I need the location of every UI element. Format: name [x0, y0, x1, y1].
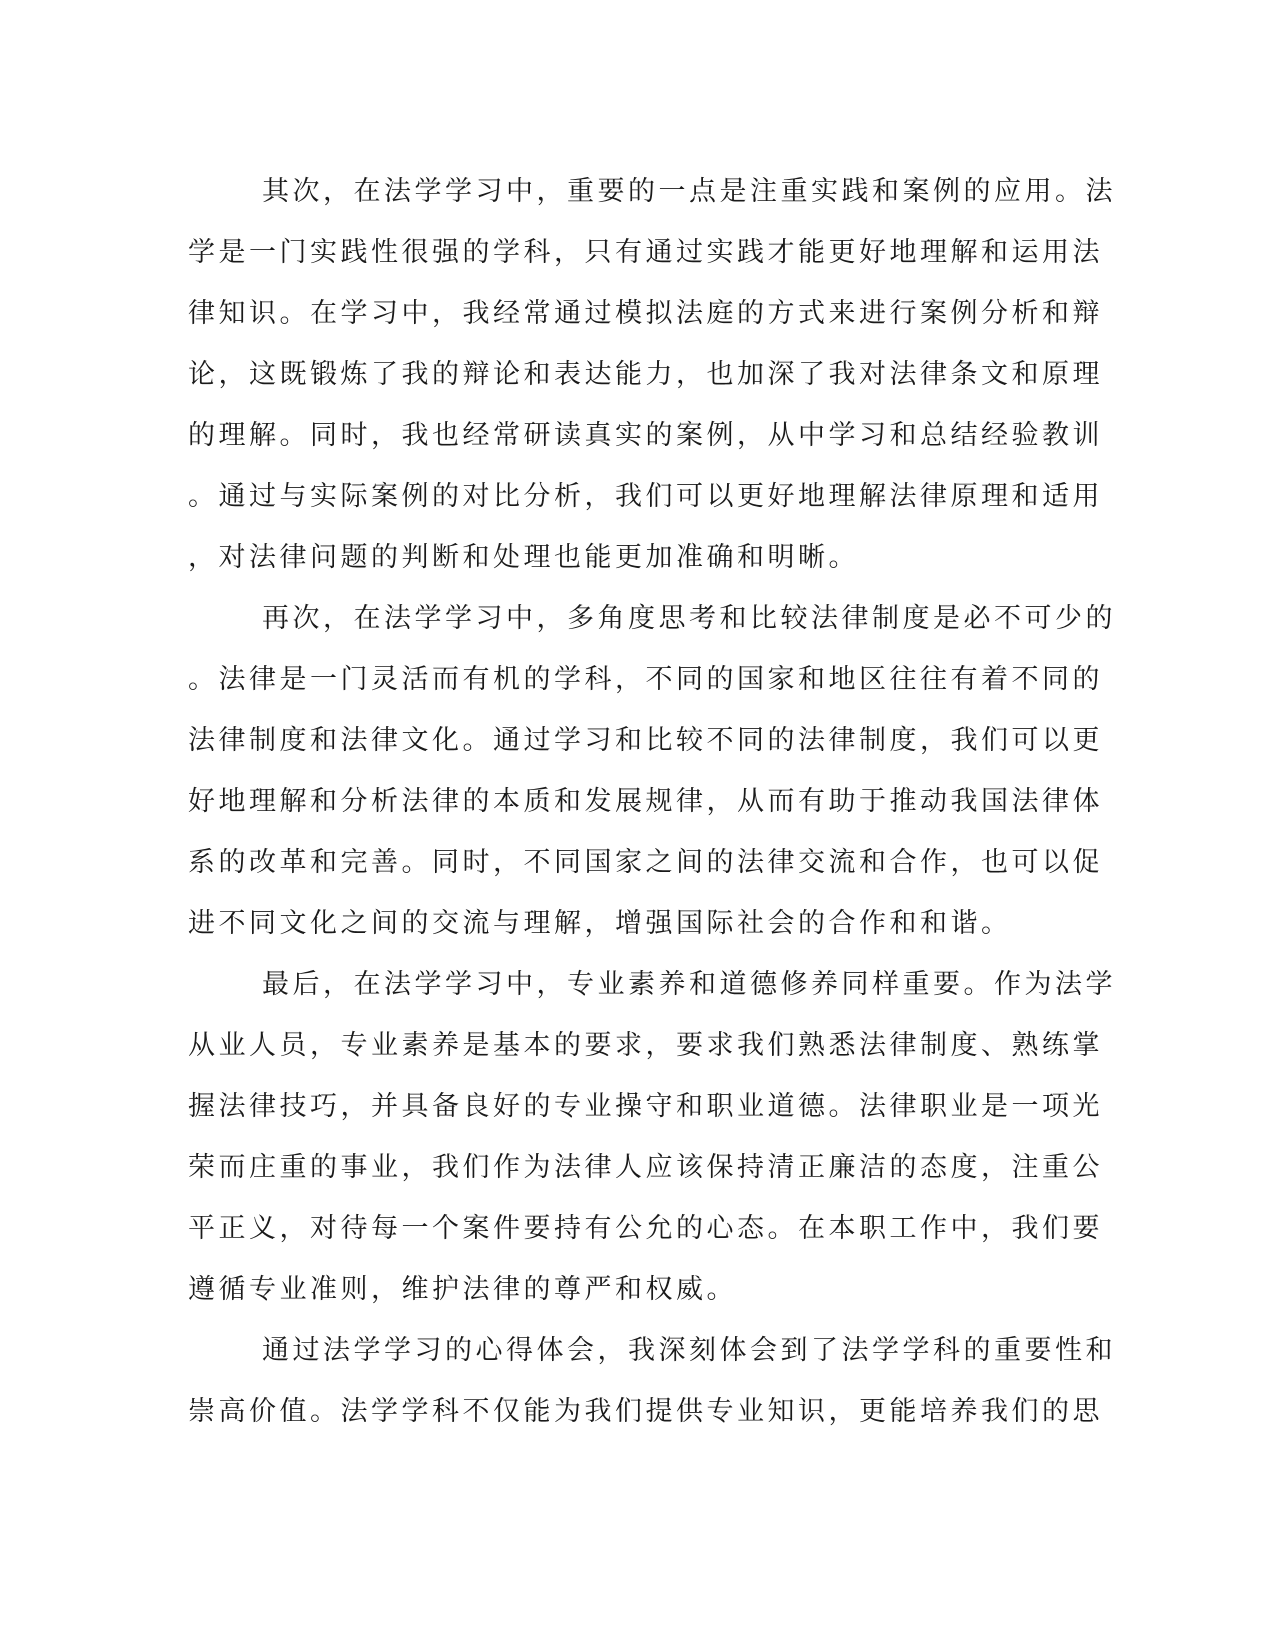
text-line: 学是一门实践性很强的学科，只有通过实践才能更好地理解和运用法	[188, 237, 1103, 268]
paragraph-professional-ethics	[188, 954, 1116, 1320]
text-line: 的理解。同时，我也经常研读真实的案例，从中学习和总结经验教训	[188, 420, 1103, 451]
text-line: 法律制度和法律文化。通过学习和比较不同的法律制度，我们可以更	[188, 725, 1103, 756]
paragraph-comparative-law	[188, 588, 1116, 954]
text-line: 平正义，对待每一个案件要持有公允的心态。在本职工作中，我们要	[188, 1213, 1103, 1244]
text-line: 系的改革和完善。同时，不同国家之间的法律交流和合作，也可以促	[188, 847, 1103, 878]
text-line: 再次，在法学学习中，多角度思考和比较法律制度是必不可少的	[262, 603, 1116, 634]
text-line: 通过法学学习的心得体会，我深刻体会到了法学学科的重要性和	[262, 1335, 1116, 1366]
text-line: 好地理解和分析法律的本质和发展规律，从而有助于推动我国法律体	[188, 786, 1103, 817]
text-line: 进不同文化之间的交流与理解，增强国际社会的合作和和谐。	[188, 908, 1012, 939]
text-line: 其次，在法学学习中，重要的一点是注重实践和案例的应用。法	[262, 176, 1116, 207]
text-line: 握法律技巧，并具备良好的专业操守和职业道德。法律职业是一项光	[188, 1091, 1103, 1122]
document-body	[188, 161, 1116, 1442]
text-line: ，对法律问题的判断和处理也能更加准确和明晰。	[188, 542, 859, 573]
text-line: 论，这既锻炼了我的辩论和表达能力，也加深了我对法律条文和原理	[188, 359, 1103, 390]
text-line: 从业人员，专业素养是基本的要求，要求我们熟悉法律制度、熟练掌	[188, 1030, 1103, 1061]
text-line: 最后，在法学学习中，专业素养和道德修养同样重要。作为法学	[262, 969, 1116, 1000]
paragraph-conclusion	[188, 1320, 1116, 1442]
text-line: 。通过与实际案例的对比分析，我们可以更好地理解法律原理和适用	[188, 481, 1103, 512]
text-line: 律知识。在学习中，我经常通过模拟法庭的方式来进行案例分析和辩	[188, 298, 1103, 329]
text-line: 。法律是一门灵活而有机的学科，不同的国家和地区往往有着不同的	[188, 664, 1103, 695]
text-line: 崇高价值。法学学科不仅能为我们提供专业知识，更能培养我们的思	[188, 1396, 1103, 1427]
text-line: 遵循专业准则，维护法律的尊严和权威。	[188, 1274, 737, 1305]
text-line: 荣而庄重的事业，我们作为法律人应该保持清正廉洁的态度，注重公	[188, 1152, 1103, 1183]
paragraph-practice-cases	[188, 161, 1116, 588]
